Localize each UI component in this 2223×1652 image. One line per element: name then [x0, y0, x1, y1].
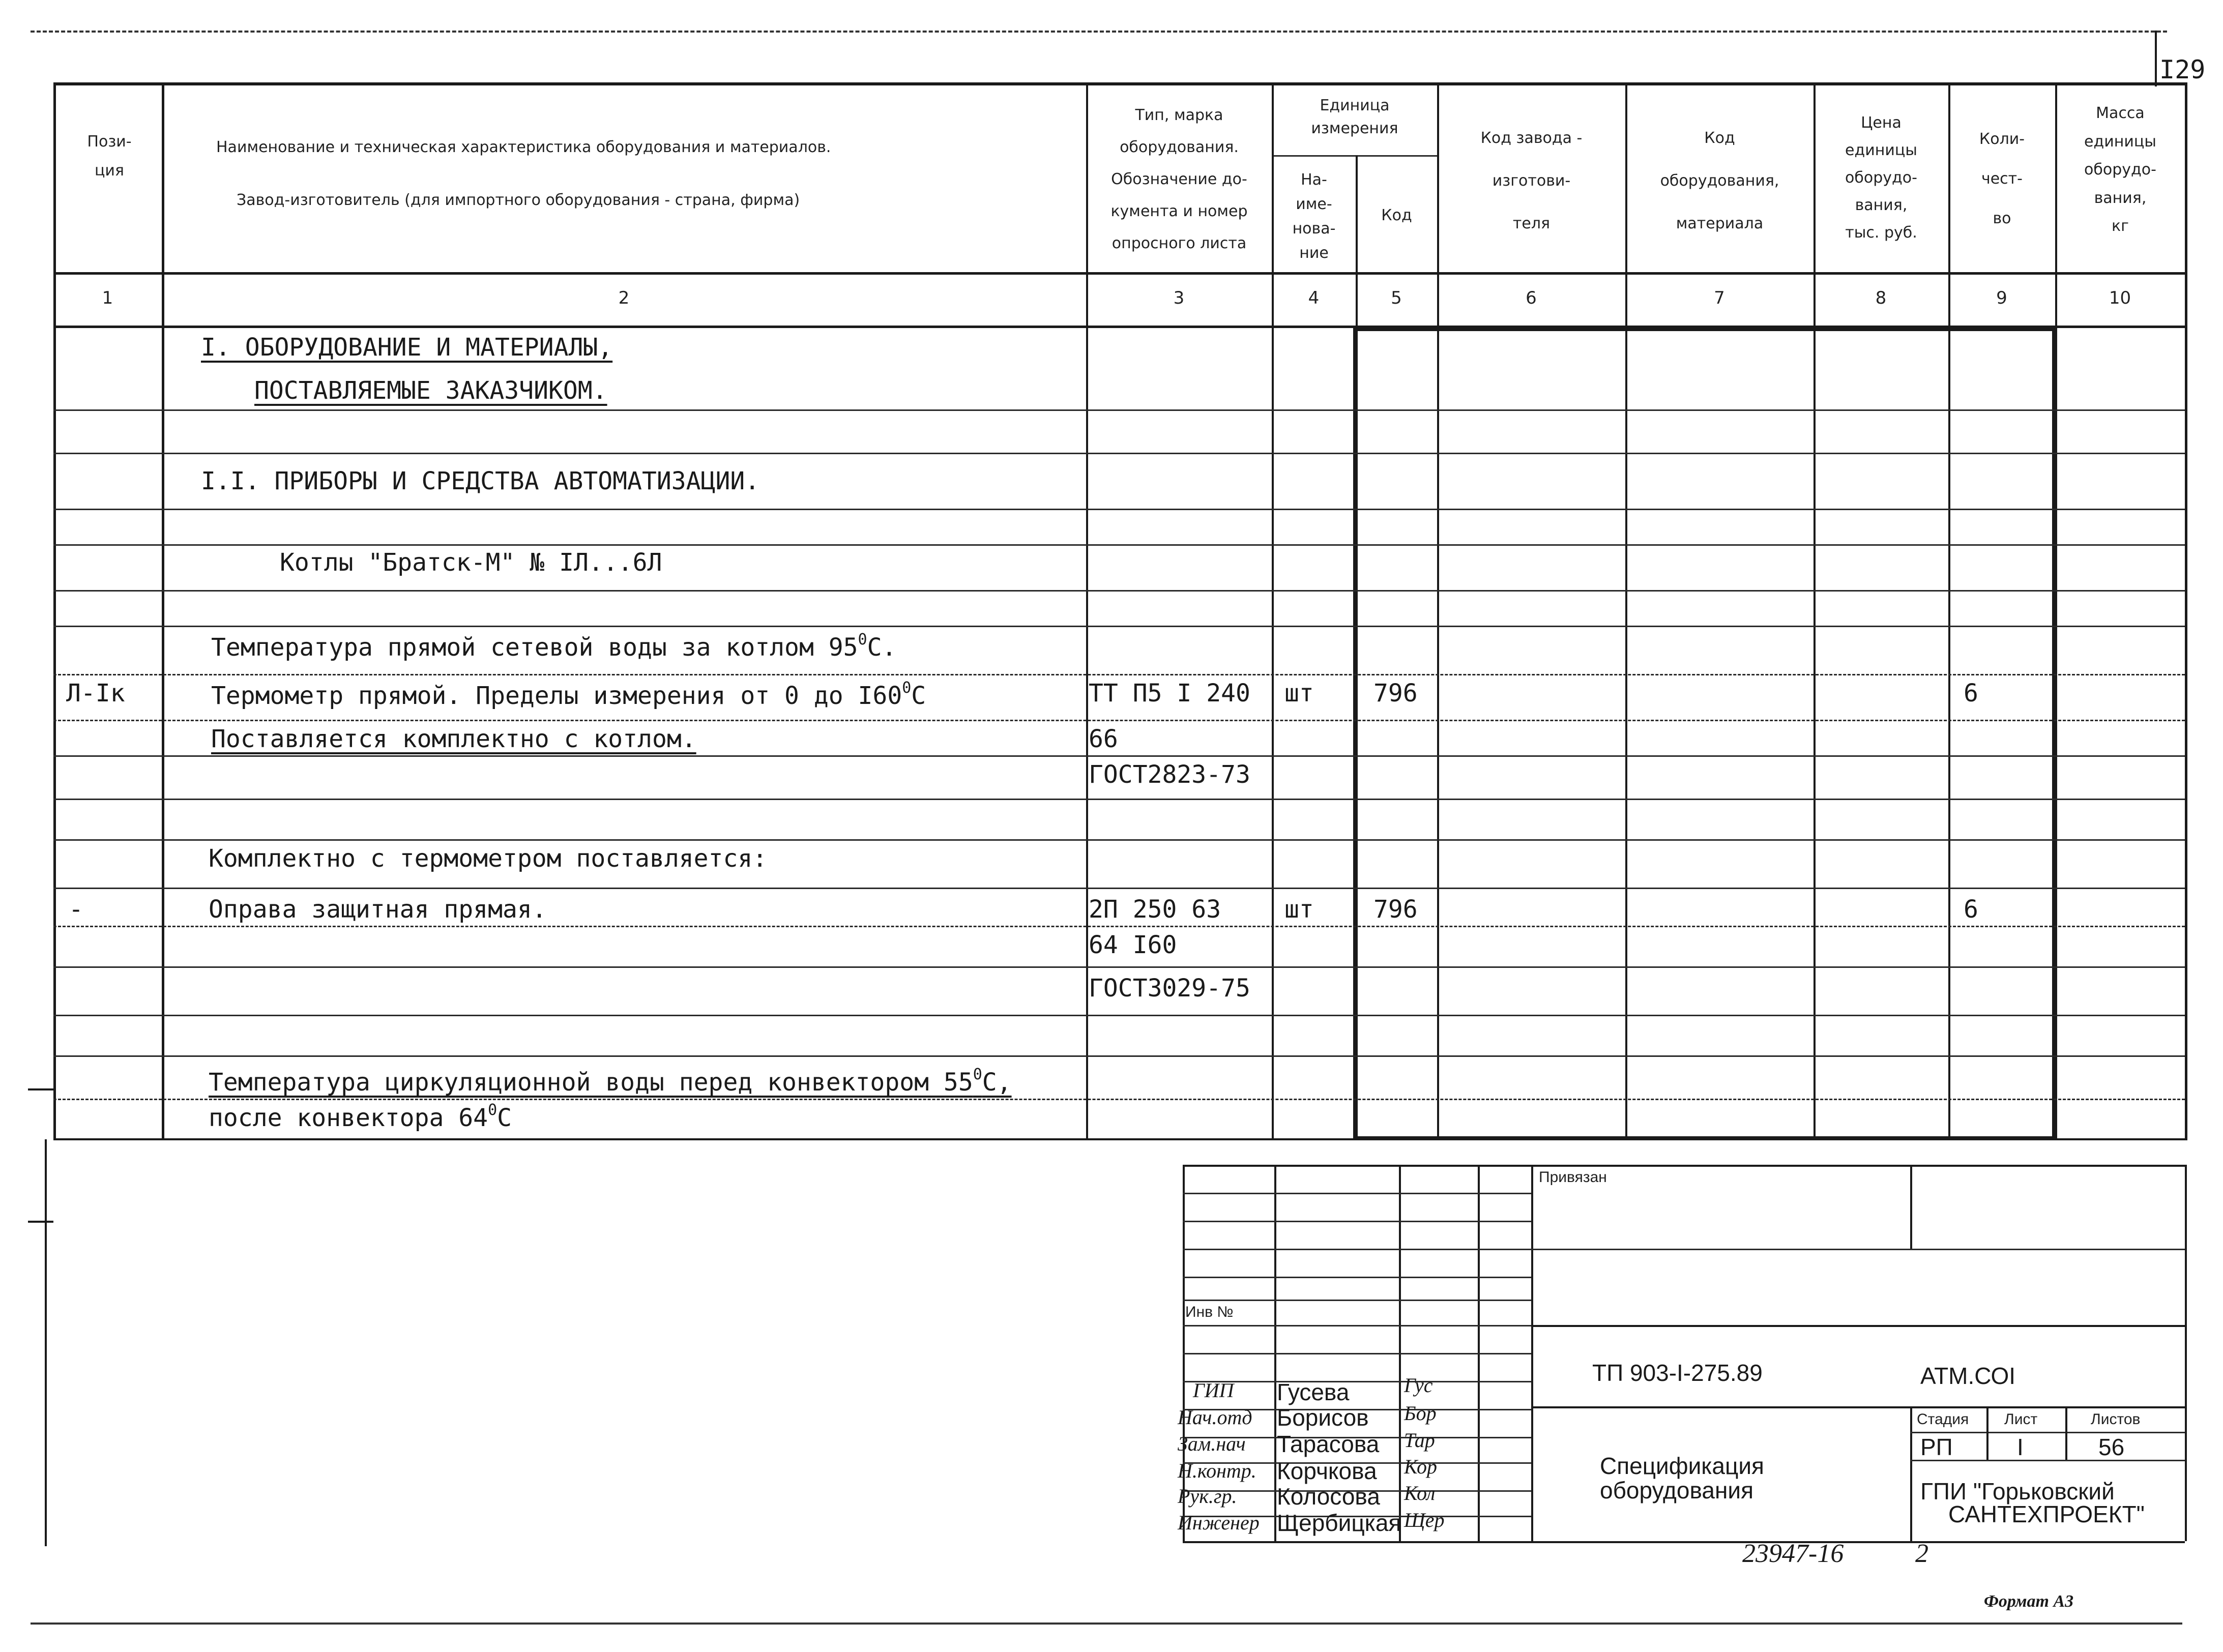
colnum-3: 3 [1173, 288, 1185, 308]
signer-signature: Бор [1404, 1402, 1437, 1425]
signer-name: Корчкова [1277, 1458, 1377, 1484]
item2-quantity: 6 [1964, 895, 1978, 924]
item1-position: Л-Iк [66, 679, 125, 707]
signer-signature: Тар [1404, 1429, 1435, 1452]
header-mass: Масса единицы оборудо- вания, кг [2084, 104, 2156, 235]
header-price: Цена единицы оборудо- вания, тыс. руб. [1845, 114, 1917, 242]
complete-with-thermometer: Комплектно с термометром поставляется: [209, 844, 768, 873]
header-factory-code: Код завода - изготови- теля [1480, 129, 1583, 232]
doc-mark: АТМ.СОI [1920, 1363, 2016, 1389]
signer-role: Инженер [1178, 1511, 1260, 1534]
item1-quantity: 6 [1964, 679, 1978, 707]
signer-name: Тарасова [1277, 1431, 1380, 1457]
colnum-5: 5 [1391, 288, 1402, 308]
signer-signature: Кол [1404, 1482, 1436, 1504]
signer-role: Н.контр. [1178, 1459, 1256, 1482]
signer-name: Щербицкая [1277, 1510, 1401, 1536]
item1-type: ТТ П5 I 240 [1089, 679, 1250, 707]
margin-line [45, 1139, 47, 1546]
inv-no-label: Инв № [1185, 1304, 1234, 1320]
colnum-2: 2 [618, 288, 630, 308]
privyazan-label: Привязан [1539, 1169, 1607, 1186]
item2-type-line2: 64 I60 [1089, 931, 1177, 959]
section-1-1-title: I.I. ПРИБОРЫ И СРЕДСТВА АВТОМАТИЗАЦИИ. [201, 467, 760, 495]
signer-signature: Кор [1404, 1455, 1438, 1478]
item2-position: - [69, 895, 83, 924]
margin-tick [28, 1221, 53, 1223]
item2-gost: ГОСТ3029-75 [1089, 974, 1250, 1002]
supplied-with-boiler: Поставляется комплектно с котлом. [211, 725, 696, 753]
signer-signature: Щер [1404, 1509, 1445, 1531]
item2-name: Оправа защитная прямая. [209, 895, 547, 924]
doc-title-line2: оборудования [1600, 1477, 1753, 1503]
section-1-title-line2: ПОСТАВЛЯЕМЫЕ ЗАКАЗЧИКОМ. [254, 376, 607, 405]
header-position: Пози- ция [87, 133, 132, 180]
bottom-border-line [31, 1622, 2182, 1625]
item2-type: 2П 250 63 [1089, 895, 1221, 924]
colnum-7: 7 [1714, 288, 1725, 308]
doc-code: ТП 903-I-275.89 [1592, 1360, 1763, 1386]
organization-line2: САНТЕХПРОЕКТ" [1948, 1501, 2145, 1527]
sheets-value: 56 [2098, 1434, 2125, 1460]
header-name-line2: Завод-изготовитель (для импортного оборудования - страна, фирма) [237, 191, 800, 209]
colnum-4: 4 [1308, 288, 1320, 308]
item1-unit-code: 796 [1373, 679, 1418, 707]
archive-number: 23947-16 [1742, 1539, 1844, 1568]
archive-page: 2 [1915, 1539, 1928, 1568]
section-1-title-line1: I. ОБОРУДОВАНИЕ И МАТЕРИАЛЫ, [201, 333, 613, 362]
item1-gost: ГОСТ2823-73 [1089, 760, 1250, 789]
colnum-8: 8 [1875, 288, 1887, 308]
sheet-label: Лист [2004, 1411, 2038, 1428]
item2-unit: шт [1284, 895, 1314, 924]
signer-name: Гусева [1277, 1379, 1350, 1405]
organization-line1: ГПИ "Горьковский [1920, 1478, 2115, 1504]
boilers-heading: Котлы "Братск-М" № IЛ...6Л [280, 548, 662, 577]
colnum-6: 6 [1526, 288, 1537, 308]
header-name-line1: Наименование и техническая характеристика оборудования и материалов. [216, 138, 831, 156]
sheet-number: I29 [2159, 55, 2206, 84]
stage-label: Стадия [1917, 1411, 1969, 1428]
signer-role: Зам.нач [1178, 1432, 1246, 1455]
item2-unit-code: 796 [1373, 895, 1418, 924]
margin-tick [28, 1088, 53, 1090]
header-type: Тип, марка оборудования. Обозначение до- кумента и номер опросного листа [1110, 106, 1248, 252]
signer-signature: Гус [1404, 1374, 1433, 1397]
colnum-1: 1 [102, 288, 113, 308]
item1-name: Термометр прямой. Пределы измерения от 0 до $I60^0С$ [211, 679, 926, 710]
header-unit-code: Код [1381, 206, 1412, 224]
temp-circulation-water: Температура циркуляционной воды перед конвектором $55^0С$, [209, 1066, 1012, 1097]
colnum-10: 10 [2109, 288, 2131, 308]
temp-after-convector: после конвектора $64^0С$ [209, 1101, 512, 1132]
temp-direct-water: Температура прямой сетевой воды за котлом $95^0С$. [211, 631, 897, 662]
sheets-label: Листов [2091, 1411, 2141, 1428]
item1-unit: шт [1284, 679, 1314, 707]
header-unit-name: На- име- нова- ние [1292, 171, 1336, 262]
header-quantity: Коли- чест- во [1979, 130, 2025, 227]
format-label: Формат А3 [1984, 1592, 2074, 1611]
signer-name: Борисов [1277, 1404, 1369, 1431]
colnum-9: 9 [1996, 288, 2007, 308]
stage-value: РП [1920, 1434, 1953, 1460]
header-unit-group: Единица измерения [1311, 97, 1398, 137]
doc-title-line1: Спецификация [1600, 1453, 1764, 1479]
signer-role: ГИП [1193, 1379, 1234, 1402]
signer-name: Колосова [1277, 1483, 1380, 1510]
sheet-value: I [2017, 1434, 2024, 1460]
signer-role: Рук.гр. [1178, 1485, 1237, 1508]
signer-role: Нач.отд [1178, 1406, 1252, 1429]
item1-type-line2: 66 [1089, 725, 1118, 753]
header-equipment-code: Код оборудования, материала [1660, 129, 1779, 232]
